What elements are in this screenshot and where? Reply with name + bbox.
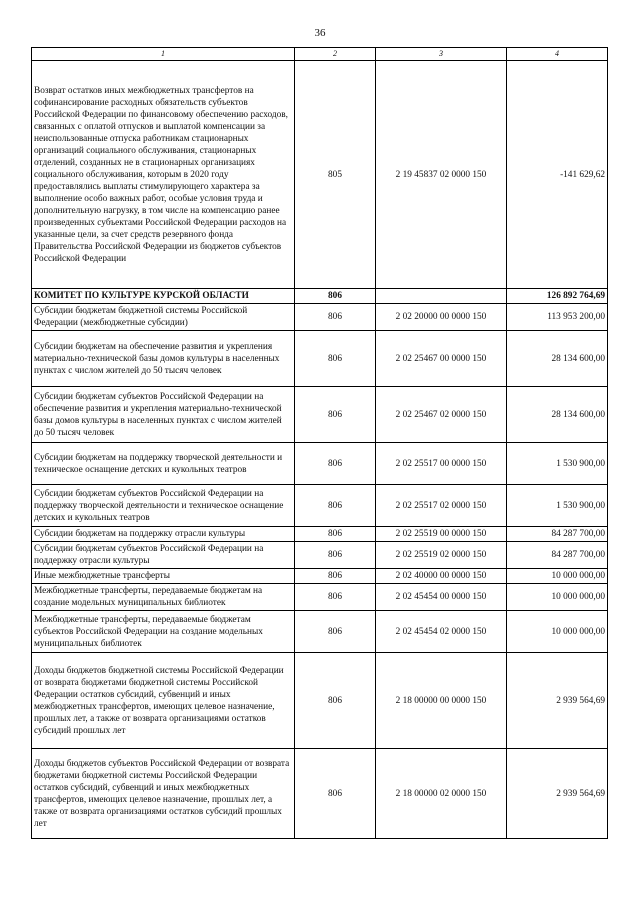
table-row bbox=[32, 61, 608, 289]
column-header: 3 bbox=[376, 48, 507, 61]
row-admin-code: 806 bbox=[295, 584, 376, 611]
row-description: КОМИТЕТ ПО КУЛЬТУРЕ КУРСКОЙ ОБЛАСТИ bbox=[32, 289, 295, 304]
row-description: Субсидии бюджетам субъектов Российской Федерации на поддержку отрасли культуры bbox=[32, 542, 295, 569]
row-admin-code: 806 bbox=[295, 304, 376, 331]
row-budget-code: 2 02 25519 00 0000 150 bbox=[376, 527, 507, 542]
table-row bbox=[32, 653, 608, 749]
row-description: Субсидии бюджетам бюджетной системы Российской Федерации (межбюджетные субсидии) bbox=[32, 304, 295, 331]
row-description: Иные межбюджетные трансферты bbox=[32, 569, 295, 584]
table-row bbox=[32, 584, 608, 611]
table-row bbox=[32, 485, 608, 527]
table-row bbox=[32, 527, 608, 542]
table-header-row bbox=[32, 48, 608, 61]
row-admin-code: 806 bbox=[295, 569, 376, 584]
table-row bbox=[32, 289, 608, 304]
row-description: Субсидии бюджетам субъектов Российской Федерации на поддержку творческой деятельности и техническое оснащение детских и кукольных театров bbox=[32, 485, 295, 527]
table-row bbox=[32, 569, 608, 584]
row-amount: 10 000 000,00 bbox=[507, 611, 608, 653]
row-amount: 10 000 000,00 bbox=[507, 569, 608, 584]
row-description: Доходы бюджетов бюджетной системы Российской Федерации от возврата бюджетами бюджетной системы Российской Федерации остатков субсидий, субвенций и иных межбюджетных трансфертов, имеющих целевое назначение, прошлых лет, а также от возврата организациями остатков субсидий прошлых лет bbox=[32, 653, 295, 749]
column-header: 4 bbox=[507, 48, 608, 61]
row-admin-code: 806 bbox=[295, 653, 376, 749]
row-budget-code: 2 18 00000 00 0000 150 bbox=[376, 653, 507, 749]
row-amount: 28 134 600,00 bbox=[507, 331, 608, 387]
row-amount: 2 939 564,69 bbox=[507, 653, 608, 749]
row-description: Субсидии бюджетам на поддержку творческой деятельности и техническое оснащение детских и кукольных театров bbox=[32, 443, 295, 485]
row-description: Возврат остатков иных межбюджетных трансфертов на софинансирование расходных обязательств субъектов Российской Федерации по финансовому обеспечению расходов, связанных с оплатой отпусков и выплатой компенсации за неиспользованные отпуска работникам стационарных организаций социального обслуживания, стационарных отделений, созданных не в стационарных организациях социального обслуживания, которым в 2020 году предоставлялись выплаты стимулирующего характера за выполнение особо важных работ, особые условия труда и дополнительную нагрузку, в том числе на компенсацию ранее произведенных субъектами Российской Федерации расходов на указанные цели, за счет средств резервного фонда Правительства Российской Федерации из бюджетов субъектов Российской Федерации bbox=[32, 61, 295, 289]
row-description: Межбюджетные трансферты, передаваемые бюджетам на создание модельных муниципальных библиотек bbox=[32, 584, 295, 611]
row-budget-code: 2 02 40000 00 0000 150 bbox=[376, 569, 507, 584]
column-header: 1 bbox=[32, 48, 295, 61]
row-amount: 84 287 700,00 bbox=[507, 527, 608, 542]
row-amount: 2 939 564,69 bbox=[507, 749, 608, 839]
row-description: Доходы бюджетов субъектов Российской Федерации от возврата бюджетами бюджетной системы Российской Федерации остатков субсидий, субвенций и иных межбюджетных трансфертов, имеющих целевое назначение, прошлых лет, а также от возврата организациями остатков субсидий прошлых лет bbox=[32, 749, 295, 839]
row-budget-code: 2 02 25517 02 0000 150 bbox=[376, 485, 507, 527]
row-budget-code: 2 18 00000 02 0000 150 bbox=[376, 749, 507, 839]
row-admin-code: 806 bbox=[295, 387, 376, 443]
row-budget-code: 2 02 25467 00 0000 150 bbox=[376, 331, 507, 387]
row-admin-code: 806 bbox=[295, 749, 376, 839]
table-row bbox=[32, 542, 608, 569]
row-amount: 1 530 900,00 bbox=[507, 443, 608, 485]
table-row bbox=[32, 304, 608, 331]
row-admin-code: 806 bbox=[295, 289, 376, 304]
row-budget-code: 2 19 45837 02 0000 150 bbox=[376, 61, 507, 289]
column-header: 2 bbox=[295, 48, 376, 61]
row-budget-code: 2 02 25517 00 0000 150 bbox=[376, 443, 507, 485]
row-amount: 126 892 764,69 bbox=[507, 289, 608, 304]
table-row bbox=[32, 443, 608, 485]
revenue-table bbox=[31, 47, 608, 839]
row-budget-code: 2 02 20000 00 0000 150 bbox=[376, 304, 507, 331]
row-admin-code: 806 bbox=[295, 527, 376, 542]
page-number: 36 bbox=[314, 27, 326, 39]
row-amount: 28 134 600,00 bbox=[507, 387, 608, 443]
table-row bbox=[32, 611, 608, 653]
row-description: Межбюджетные трансферты, передаваемые бюджетам субъектов Российской Федерации на создание модельных муниципальных библиотек bbox=[32, 611, 295, 653]
row-admin-code: 806 bbox=[295, 443, 376, 485]
table-row bbox=[32, 387, 608, 443]
row-admin-code: 806 bbox=[295, 542, 376, 569]
row-description: Субсидии бюджетам на поддержку отрасли культуры bbox=[32, 527, 295, 542]
row-description: Субсидии бюджетам субъектов Российской Федерации на обеспечение развития и укрепления материально-технической базы домов культуры в населенных пунктах с числом жителей до 50 тысяч человек bbox=[32, 387, 295, 443]
row-amount: 113 953 200,00 bbox=[507, 304, 608, 331]
row-amount: 10 000 000,00 bbox=[507, 584, 608, 611]
row-amount: -141 629,62 bbox=[507, 61, 608, 289]
row-budget-code: 2 02 45454 02 0000 150 bbox=[376, 611, 507, 653]
row-admin-code: 806 bbox=[295, 611, 376, 653]
row-amount: 1 530 900,00 bbox=[507, 485, 608, 527]
row-budget-code: 2 02 25519 02 0000 150 bbox=[376, 542, 507, 569]
row-budget-code: 2 02 25467 02 0000 150 bbox=[376, 387, 507, 443]
row-budget-code bbox=[376, 289, 507, 304]
row-admin-code: 806 bbox=[295, 331, 376, 387]
row-amount: 84 287 700,00 bbox=[507, 542, 608, 569]
row-description: Субсидии бюджетам на обеспечение развития и укрепления материально-технической базы домов культуры в населенных пунктах с числом жителей до 50 тысяч человек bbox=[32, 331, 295, 387]
table-row bbox=[32, 749, 608, 839]
row-admin-code: 805 bbox=[295, 61, 376, 289]
row-admin-code: 806 bbox=[295, 485, 376, 527]
row-budget-code: 2 02 45454 00 0000 150 bbox=[376, 584, 507, 611]
table-row bbox=[32, 331, 608, 387]
